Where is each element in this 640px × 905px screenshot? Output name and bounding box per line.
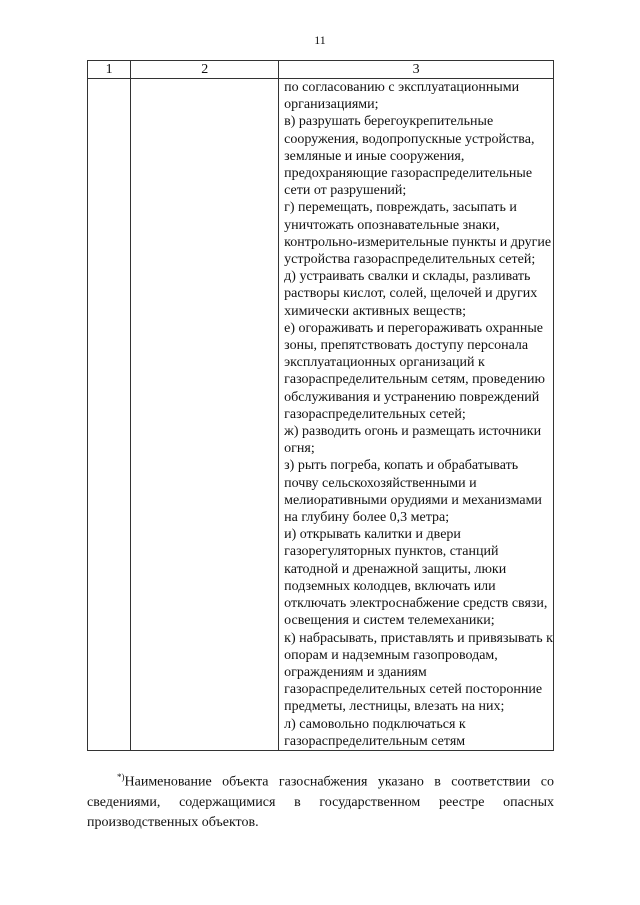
text-line: г) перемещать, повреждать, засыпать и — [284, 200, 517, 216]
text-line: катодной и дренажной защиты, люки — [284, 561, 507, 577]
text-line: почву сельскохозяйственными и — [284, 475, 477, 491]
text-line: отключать электроснабжение средств связи, — [284, 596, 548, 612]
page-number: 11 — [314, 33, 326, 47]
text-line: растворы кислот, солей, щелочей и других — [284, 286, 538, 302]
text-line: к) набрасывать, приставлять и привязывать к — [284, 630, 553, 646]
text-line: и) открывать калитки и двери — [284, 527, 461, 543]
text-line: л) самовольно подключаться к — [284, 716, 466, 732]
text-line: газораспределительным сетям — [284, 733, 466, 749]
cell-col-1 — [88, 79, 131, 751]
text-line: з) рыть погреба, копать и обрабатывать — [284, 458, 519, 474]
text-line: предохраняющие газораспределительные — [284, 166, 533, 182]
text-line: сооружения, водопропускные устройства, — [284, 131, 535, 147]
text-line: сети от разрушений; — [284, 183, 407, 199]
text-line: контрольно-измерительные пункты и другие — [284, 234, 552, 250]
text-line: опорам и надземным газопроводам, — [284, 647, 498, 663]
text-line: газораспределительным сетям, проведению — [284, 372, 545, 388]
text-line: освещения и систем телемеханики; — [284, 613, 495, 629]
text-line: газораспределительных сетей; — [284, 406, 466, 422]
text-line: д) устраивать свалки и склады, разливать — [284, 269, 531, 285]
footnote — [87, 767, 554, 833]
text-line: по согласованию с эксплуатационными — [284, 80, 520, 95]
text-line: зоны, препятствовать доступу персонала — [284, 338, 529, 354]
table-row — [88, 79, 554, 751]
cell-col-3 — [279, 79, 554, 751]
text-line: химически активных веществ; — [284, 303, 466, 319]
text-line: ж) разводить огонь и размещать источники — [284, 424, 542, 440]
text-line: уничтожать опознавательные знаки, — [284, 217, 500, 233]
text-line: огня; — [284, 441, 315, 457]
text-line: в) разрушать берегоукрепительные — [284, 114, 494, 130]
content-table — [87, 60, 554, 751]
footnote-marker: *) — [117, 772, 125, 782]
table-header-row — [88, 61, 554, 79]
text-line: на глубину более 0,3 метра; — [284, 510, 450, 526]
cell-col-2 — [131, 79, 279, 751]
text-line: е) огораживать и перегораживать охранные — [284, 320, 544, 336]
header-col-3: 3 — [279, 61, 554, 79]
text-line: газорегуляторных пунктов, станций — [284, 544, 499, 560]
text-line: ограждениям и зданиям — [284, 664, 427, 680]
text-line: мелиоративными орудиями и механизмами — [284, 492, 542, 508]
text-line: организациями; — [284, 97, 379, 113]
text-line: земляные и иные сооружения, — [284, 148, 465, 164]
text-line: устройства газораспределительных сетей; — [284, 252, 536, 268]
text-line: эксплуатационных организаций к — [284, 355, 485, 371]
text-line: газораспределительных сетей посторонние — [284, 682, 543, 698]
text-line: подземных колодцев, включать или — [284, 578, 496, 594]
text-line: предметы, лестницы, влезать на них; — [284, 699, 505, 715]
header-col-1: 1 — [88, 61, 131, 79]
header-col-2: 2 — [131, 61, 279, 79]
text-line: обслуживания и устранению повреждений — [284, 389, 540, 405]
footnote-text: Наименование объекта газоснабжения указано в соответствии со сведениями, содержащимися в государственном реестре опасных производственных объектов. — [87, 774, 554, 830]
